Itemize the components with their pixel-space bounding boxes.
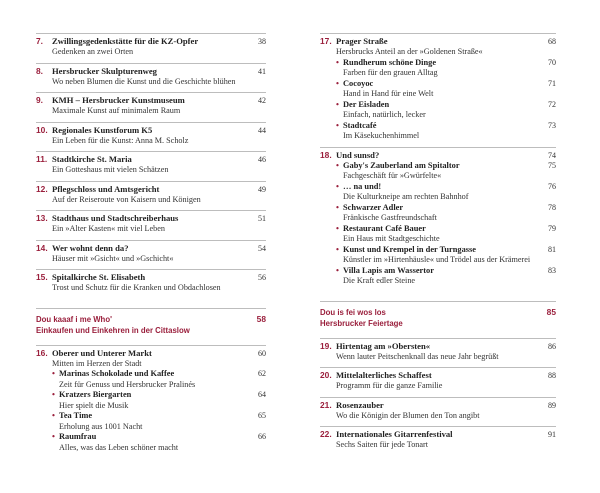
subentry-subtitle: Fachgeschäft für »Gwürfelte« [343, 171, 442, 180]
toc-entry[interactable] [36, 184, 266, 206]
divider [36, 181, 266, 182]
divider [36, 345, 266, 346]
entry-number: 12. [36, 183, 48, 194]
entry-page-number: 49 [258, 184, 266, 194]
entry-subtitle: Hersbrucks Anteil an der »Goldenen Straße« [336, 47, 483, 56]
entry-subtitle: Maximale Kunst auf minimalem Raum [52, 106, 181, 115]
toc-entry[interactable] [320, 341, 556, 363]
subentry-heading [52, 432, 266, 443]
section-title: Dou is fei wos los [320, 307, 386, 317]
entry-heading [36, 348, 266, 359]
entry-title: Und sunsd? [336, 149, 380, 160]
toc-entry[interactable] [36, 272, 266, 294]
entry-heading [36, 36, 266, 47]
subentry-page-number: 64 [258, 390, 266, 399]
divider [36, 122, 266, 123]
section-header [36, 308, 266, 336]
entry-page-number: 38 [258, 37, 266, 46]
entry-subtitle: Gedenken an zwei Orten [52, 47, 134, 56]
subentry-heading [52, 411, 266, 422]
entry-subtitle: Mitten im Herzen der Stadt [52, 358, 142, 368]
subentry-title: Kratzers Biergarten [59, 390, 132, 399]
bullet-icon: • [336, 160, 339, 170]
entry-number: 18. [320, 149, 332, 160]
entry-page-number: 44 [258, 125, 266, 135]
toc-subentry[interactable] [320, 121, 556, 142]
entry-title: Stadthaus und Stadtschreiberhaus [52, 213, 179, 223]
entry-page-number: 46 [258, 155, 266, 164]
bullet-icon: • [336, 120, 339, 130]
divider [320, 301, 556, 302]
subentry-page-number: 66 [258, 432, 266, 441]
entry-heading [320, 400, 556, 411]
entry-heading [36, 213, 266, 224]
toc-subentry[interactable] [320, 224, 556, 245]
bullet-icon: • [336, 181, 339, 191]
entry-page-number: 89 [548, 400, 556, 410]
subentry-heading [336, 100, 556, 111]
toc-entry[interactable] [320, 370, 556, 392]
bullet-icon: • [336, 244, 339, 254]
entry-page-number: 56 [258, 273, 266, 282]
entry-heading [320, 150, 556, 161]
subentry-title: Marinas Schokolade und Kaffee [59, 369, 175, 378]
divider [320, 426, 556, 427]
divider [320, 147, 556, 148]
subentry-page-number: 70 [548, 57, 556, 67]
section-title-line [320, 318, 556, 329]
toc-entry[interactable] [320, 429, 556, 451]
entry-number: 14. [36, 242, 48, 253]
entry-page-number: 51 [258, 214, 266, 223]
bullet-icon: • [336, 99, 339, 109]
entry-page-number: 41 [258, 66, 266, 76]
section-title-line [36, 325, 266, 336]
subentry-heading [336, 121, 556, 132]
subentry-title: Rundherum schöne Dinge [343, 57, 437, 67]
entry-subtitle: Auf der Reiseroute von Kaisern und Königen [52, 194, 201, 204]
right-column [320, 36, 556, 459]
subentry-title: Schwarzer Adler [343, 202, 404, 212]
divider [320, 367, 556, 368]
entry-number: 10. [36, 124, 48, 135]
entry-page-number: 74 [548, 150, 556, 160]
bullet-icon: • [336, 57, 339, 67]
subentry-title: Kunst und Krempel in der Turngasse [343, 244, 477, 254]
entry-heading [36, 66, 266, 77]
entry-number: 20. [320, 370, 332, 380]
divider [36, 63, 266, 64]
bullet-icon: • [336, 202, 339, 212]
divider [320, 338, 556, 339]
subentry-title: Stadtcafé [343, 120, 377, 130]
entry-heading [36, 243, 266, 254]
toc-entry[interactable] [36, 36, 266, 58]
divider [320, 397, 556, 398]
toc-subentry[interactable] [320, 245, 556, 266]
entry-heading [36, 125, 266, 136]
entry-number: 21. [320, 399, 332, 410]
subentry-heading [336, 161, 556, 172]
toc-entry[interactable] [36, 154, 266, 176]
entry-subtitle: Ein »Alter Kasten« mit viel Leben [52, 224, 166, 233]
section-title-line [320, 307, 556, 318]
entry-title: Wer wohnt denn da? [52, 242, 129, 253]
section-title: Hersbrucker Feiertage [320, 318, 403, 328]
subentry-heading [336, 58, 556, 69]
subentry-title: Villa Lapis am Wassertor [343, 265, 434, 275]
toc-subentry[interactable] [320, 266, 556, 287]
toc-subentry[interactable] [36, 432, 266, 453]
subentry-subtitle: Im Käsekuchenhimmel [343, 131, 420, 140]
section-title: Einkaufen und Einkehren in der Cittaslow [36, 325, 190, 335]
subentry-page-number: 79 [548, 223, 556, 233]
toc-subentry[interactable] [36, 411, 266, 432]
subentry-heading [336, 245, 556, 256]
entry-subtitle: Ein Leben für die Kunst: Anna M. Scholz [52, 135, 189, 145]
subentry-page-number: 81 [548, 244, 556, 254]
entry-number: 19. [320, 340, 332, 351]
toc-entry[interactable] [36, 213, 266, 235]
subentry-subtitle: Fränkische Gastfreundschaft [343, 213, 437, 222]
bullet-icon: • [52, 369, 55, 378]
toc-entry[interactable] [320, 36, 556, 142]
subentry-page-number: 65 [258, 411, 266, 420]
entry-subtitle: Trost und Schutz für die Kranken und Obdachlosen [52, 283, 221, 292]
entry-subtitle: Programm für die ganze Familie [336, 381, 443, 390]
entry-heading [320, 36, 556, 47]
subentry-subtitle: Hand in Hand für eine Welt [343, 89, 434, 98]
entry-number: 16. [36, 347, 48, 358]
divider [36, 308, 266, 309]
subentry-subtitle: Zeit für Genuss und Hersbrucker Pralinés [59, 379, 196, 389]
toc-entry[interactable] [320, 150, 556, 287]
toc-subentry[interactable] [36, 390, 266, 411]
toc-subentry[interactable] [320, 79, 556, 100]
section-title-line [36, 314, 266, 325]
entry-page-number: 86 [548, 341, 556, 351]
bullet-icon: • [336, 78, 339, 88]
toc-subentry[interactable] [320, 203, 556, 224]
subentry-page-number: 83 [548, 265, 556, 275]
divider [36, 269, 266, 270]
entry-number: 8. [36, 65, 43, 76]
subentry-page-number: 76 [548, 181, 556, 191]
subentry-title: … na und! [343, 181, 382, 191]
entry-heading [36, 95, 266, 106]
subentry-page-number: 62 [258, 369, 266, 378]
divider [36, 240, 266, 241]
entry-subtitle: Ein Gotteshaus mit vielen Schätzen [52, 165, 169, 174]
section-title: Dou kaaaf i me Who' [36, 314, 112, 324]
divider [36, 92, 266, 93]
subentry-title: Restaurant Café Bauer [343, 223, 426, 233]
toc-subentry[interactable] [36, 369, 266, 390]
subentry-subtitle: Die Kraft edler Steine [343, 276, 416, 285]
subentry-subtitle: Hier spielt die Musik [59, 400, 129, 410]
subentry-page-number: 78 [548, 202, 556, 212]
entry-subtitle: Wo die Königin der Blumen den Ton angibt [336, 410, 480, 420]
entry-number: 15. [36, 272, 48, 282]
subentry-title: Gaby's Zauberland am Spitaltor [343, 160, 460, 170]
divider [320, 33, 556, 34]
bullet-icon: • [52, 432, 55, 441]
toc-subentry[interactable] [320, 58, 556, 79]
entry-title: KMH – Hersbrucker Kunstmuseum [52, 95, 185, 105]
subentry-subtitle: Alles, was das Leben schöner macht [59, 442, 179, 452]
entry-page-number: 54 [258, 243, 266, 253]
entry-title: Stadtkirche St. Maria [52, 154, 132, 164]
toc-subentry[interactable] [320, 182, 556, 203]
entry-heading [320, 429, 556, 440]
entry-number: 13. [36, 213, 48, 223]
entry-title: Mittelalterliches Schaffest [336, 370, 432, 380]
left-column [36, 36, 266, 461]
entry-title: Pflegschloss und Amtsgericht [52, 183, 160, 194]
entry-title: Oberer und Unterer Markt [52, 347, 152, 358]
toc-entry[interactable] [36, 125, 266, 147]
entry-number: 22. [320, 429, 332, 439]
subentry-subtitle: Die Kulturkneipe am rechten Bahnhof [343, 192, 469, 201]
toc-entry[interactable] [320, 400, 556, 422]
entry-title: Regionales Kunstforum K5 [52, 124, 153, 135]
bullet-icon: • [52, 411, 55, 420]
subentry-page-number: 71 [548, 78, 556, 88]
subentry-heading [336, 182, 556, 193]
subentry-title: Der Eisladen [343, 99, 390, 109]
toc-subentry[interactable] [320, 100, 556, 121]
entry-title: Hirtentag am »Obersten« [336, 340, 431, 351]
subentry-subtitle: Einfach, natürlich, lecker [343, 110, 426, 119]
subentry-heading [336, 79, 556, 90]
bullet-icon: • [336, 265, 339, 275]
entry-page-number: 60 [258, 348, 266, 358]
entry-heading [36, 154, 266, 165]
entry-title: Hersbrucker Skulpturenweg [52, 65, 157, 76]
divider [36, 210, 266, 211]
section-header [320, 301, 556, 329]
entry-subtitle: Häuser mit »Gsicht« und »Gschicht« [52, 253, 174, 263]
entry-number: 9. [36, 95, 43, 105]
subentry-heading [52, 390, 266, 401]
subentry-subtitle: Ein Haus mit Stadtgeschichte [343, 234, 440, 243]
subentry-heading [336, 203, 556, 214]
entry-page-number: 91 [548, 430, 556, 439]
entry-heading [320, 370, 556, 381]
subentry-title: Cocoyoc [343, 78, 374, 88]
entry-heading [320, 341, 556, 352]
subentry-heading [336, 224, 556, 235]
toc-entry[interactable] [36, 348, 266, 454]
bullet-icon: • [336, 223, 339, 233]
divider [36, 151, 266, 152]
entry-heading [36, 272, 266, 283]
subentry-subtitle: Künstler im »Hirtenhäusle« und Trödel aus der Krämerei [343, 255, 531, 264]
toc-subentry[interactable] [320, 161, 556, 182]
subentry-page-number: 72 [548, 99, 556, 109]
subentry-subtitle: Erholung aus 1001 Nacht [59, 421, 143, 431]
entry-page-number: 88 [548, 371, 556, 380]
subentry-heading [336, 266, 556, 277]
entry-title: Prager Straße [336, 36, 388, 46]
entry-subtitle: Wo neben Blumen die Kunst und die Geschichte blühen [52, 76, 236, 86]
entry-number: 17. [320, 36, 332, 46]
bullet-icon: • [52, 390, 55, 399]
entry-title: Zwillingsgedenkstätte für die KZ-Opfer [52, 36, 199, 46]
entry-title: Rosenzauber [336, 399, 384, 410]
subentry-heading [52, 369, 266, 380]
divider [36, 33, 266, 34]
subentry-subtitle: Farben für den grauen Alltag [343, 68, 438, 77]
toc-entry[interactable] [36, 66, 266, 88]
subentry-title: Raumfrau [59, 432, 97, 441]
entry-page-number: 42 [258, 96, 266, 105]
toc-entry[interactable] [36, 243, 266, 265]
subentry-title: Tea Time [59, 411, 93, 420]
entry-number: 7. [36, 36, 43, 46]
entry-subtitle: Wenn lauter Peitschenknall das neue Jahr begrüßt [336, 351, 499, 361]
toc-entry[interactable] [36, 95, 266, 117]
entry-number: 11. [36, 154, 48, 164]
subentry-page-number: 75 [548, 160, 556, 170]
section-page-number: 58 [256, 313, 266, 324]
subentry-page-number: 73 [548, 120, 556, 130]
entry-title: Internationales Gitarrenfestival [336, 429, 453, 439]
entry-subtitle: Sechs Saiten für jede Tonart [336, 440, 429, 449]
entry-page-number: 68 [548, 37, 556, 46]
entry-title: Spitalkirche St. Elisabeth [52, 272, 146, 282]
entry-heading [36, 184, 266, 195]
section-page-number: 85 [546, 306, 556, 317]
